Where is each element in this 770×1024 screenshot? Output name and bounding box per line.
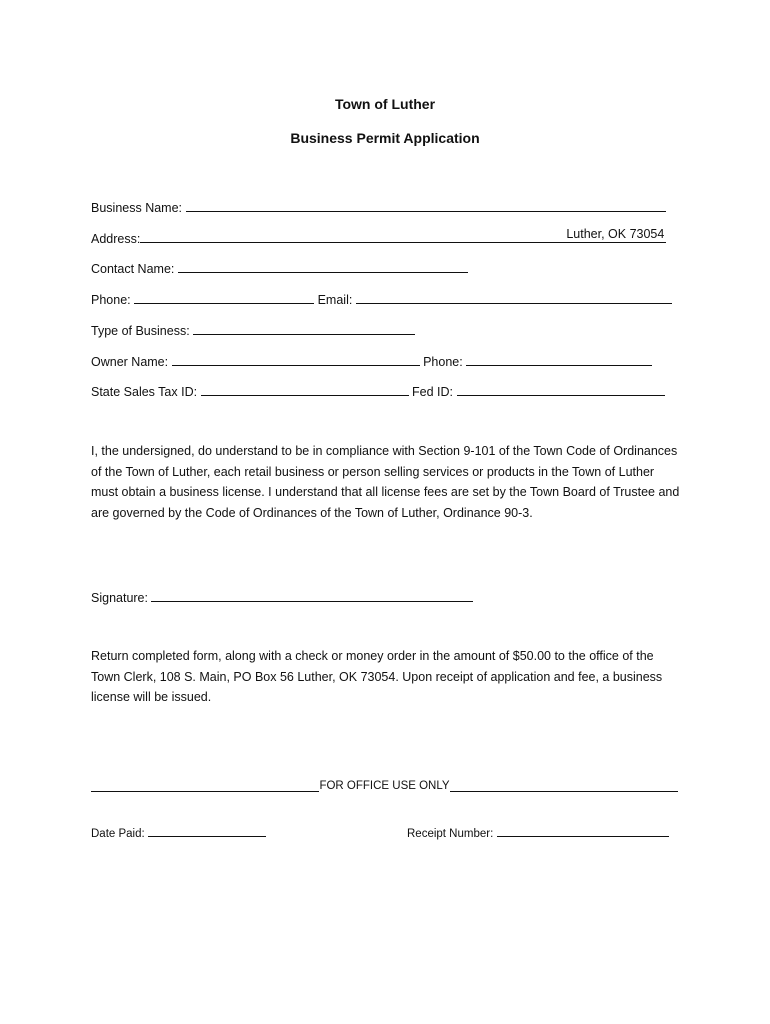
date-paid-row (91, 826, 266, 840)
signature-label: Signature: (91, 591, 148, 605)
signature-field[interactable] (151, 588, 473, 602)
town-title: Town of Luther (334, 96, 436, 112)
signature-row (91, 588, 473, 606)
phone-email-row (91, 290, 672, 308)
contact-name-row (91, 259, 468, 277)
office-use-heading-row (91, 780, 678, 792)
address-field[interactable] (140, 229, 666, 243)
type-of-business-field[interactable] (193, 321, 415, 335)
phone-field[interactable] (134, 290, 314, 304)
contact-name-field[interactable] (178, 259, 468, 273)
receipt-number-field[interactable] (497, 826, 669, 837)
phone-label: Phone: (91, 293, 131, 307)
compliance-statement: I, the undersigned, do understand to be in compliance with Section 9-101 of the Town Code of Ordinances of the Town of Luther, each retail business or person selling services or products in the Town of Luther must obtain a business license. I understand that all license fees are set by the Town Board of Trustee and are governed by the Code of Ordinances of the Town of Luther, Ordinance 90-3. (91, 444, 680, 520)
receipt-number-row (407, 826, 669, 840)
type-of-business-label: Type of Business: (91, 324, 190, 338)
address-label: Address: (91, 232, 141, 246)
owner-name-field[interactable] (172, 352, 420, 366)
office-use-heading: FOR OFFICE USE ONLY (319, 780, 450, 792)
owner-phone-field[interactable] (466, 352, 652, 366)
form-title: Business Permit Application (290, 130, 480, 146)
business-name-row (91, 198, 666, 216)
fed-id-label: Fed ID: (412, 385, 454, 399)
date-paid-label: Date Paid: (91, 828, 145, 840)
date-paid-field[interactable] (148, 826, 266, 837)
business-name-field[interactable] (186, 198, 666, 212)
owner-name-label: Owner Name: (91, 355, 169, 369)
office-use-left-rule (91, 781, 319, 792)
owner-row (91, 352, 652, 370)
email-field[interactable] (356, 290, 672, 304)
address-city-state-zip: Luther, OK 73054 (566, 227, 665, 241)
return-instructions: Return completed form, along with a check or money order in the amount of $50.00 to the office of the Town Clerk, 108 S. Main, PO Box 56 Luther, OK 73054. Upon receipt of application and fee, a business license will be issued. (91, 649, 663, 704)
office-use-right-rule (450, 781, 678, 792)
fed-id-field[interactable] (457, 382, 665, 396)
business-name-label: Business Name: (91, 201, 183, 215)
address-row (91, 229, 666, 247)
contact-name-label: Contact Name: (91, 262, 175, 276)
state-sales-tax-id-field[interactable] (201, 382, 409, 396)
email-label: Email: (317, 293, 353, 307)
owner-phone-label: Phone: (423, 355, 463, 369)
receipt-number-label: Receipt Number: (407, 828, 494, 840)
state-sales-tax-id-label: State Sales Tax ID: (91, 385, 198, 399)
tax-id-row (91, 382, 665, 400)
type-of-business-row (91, 321, 415, 339)
